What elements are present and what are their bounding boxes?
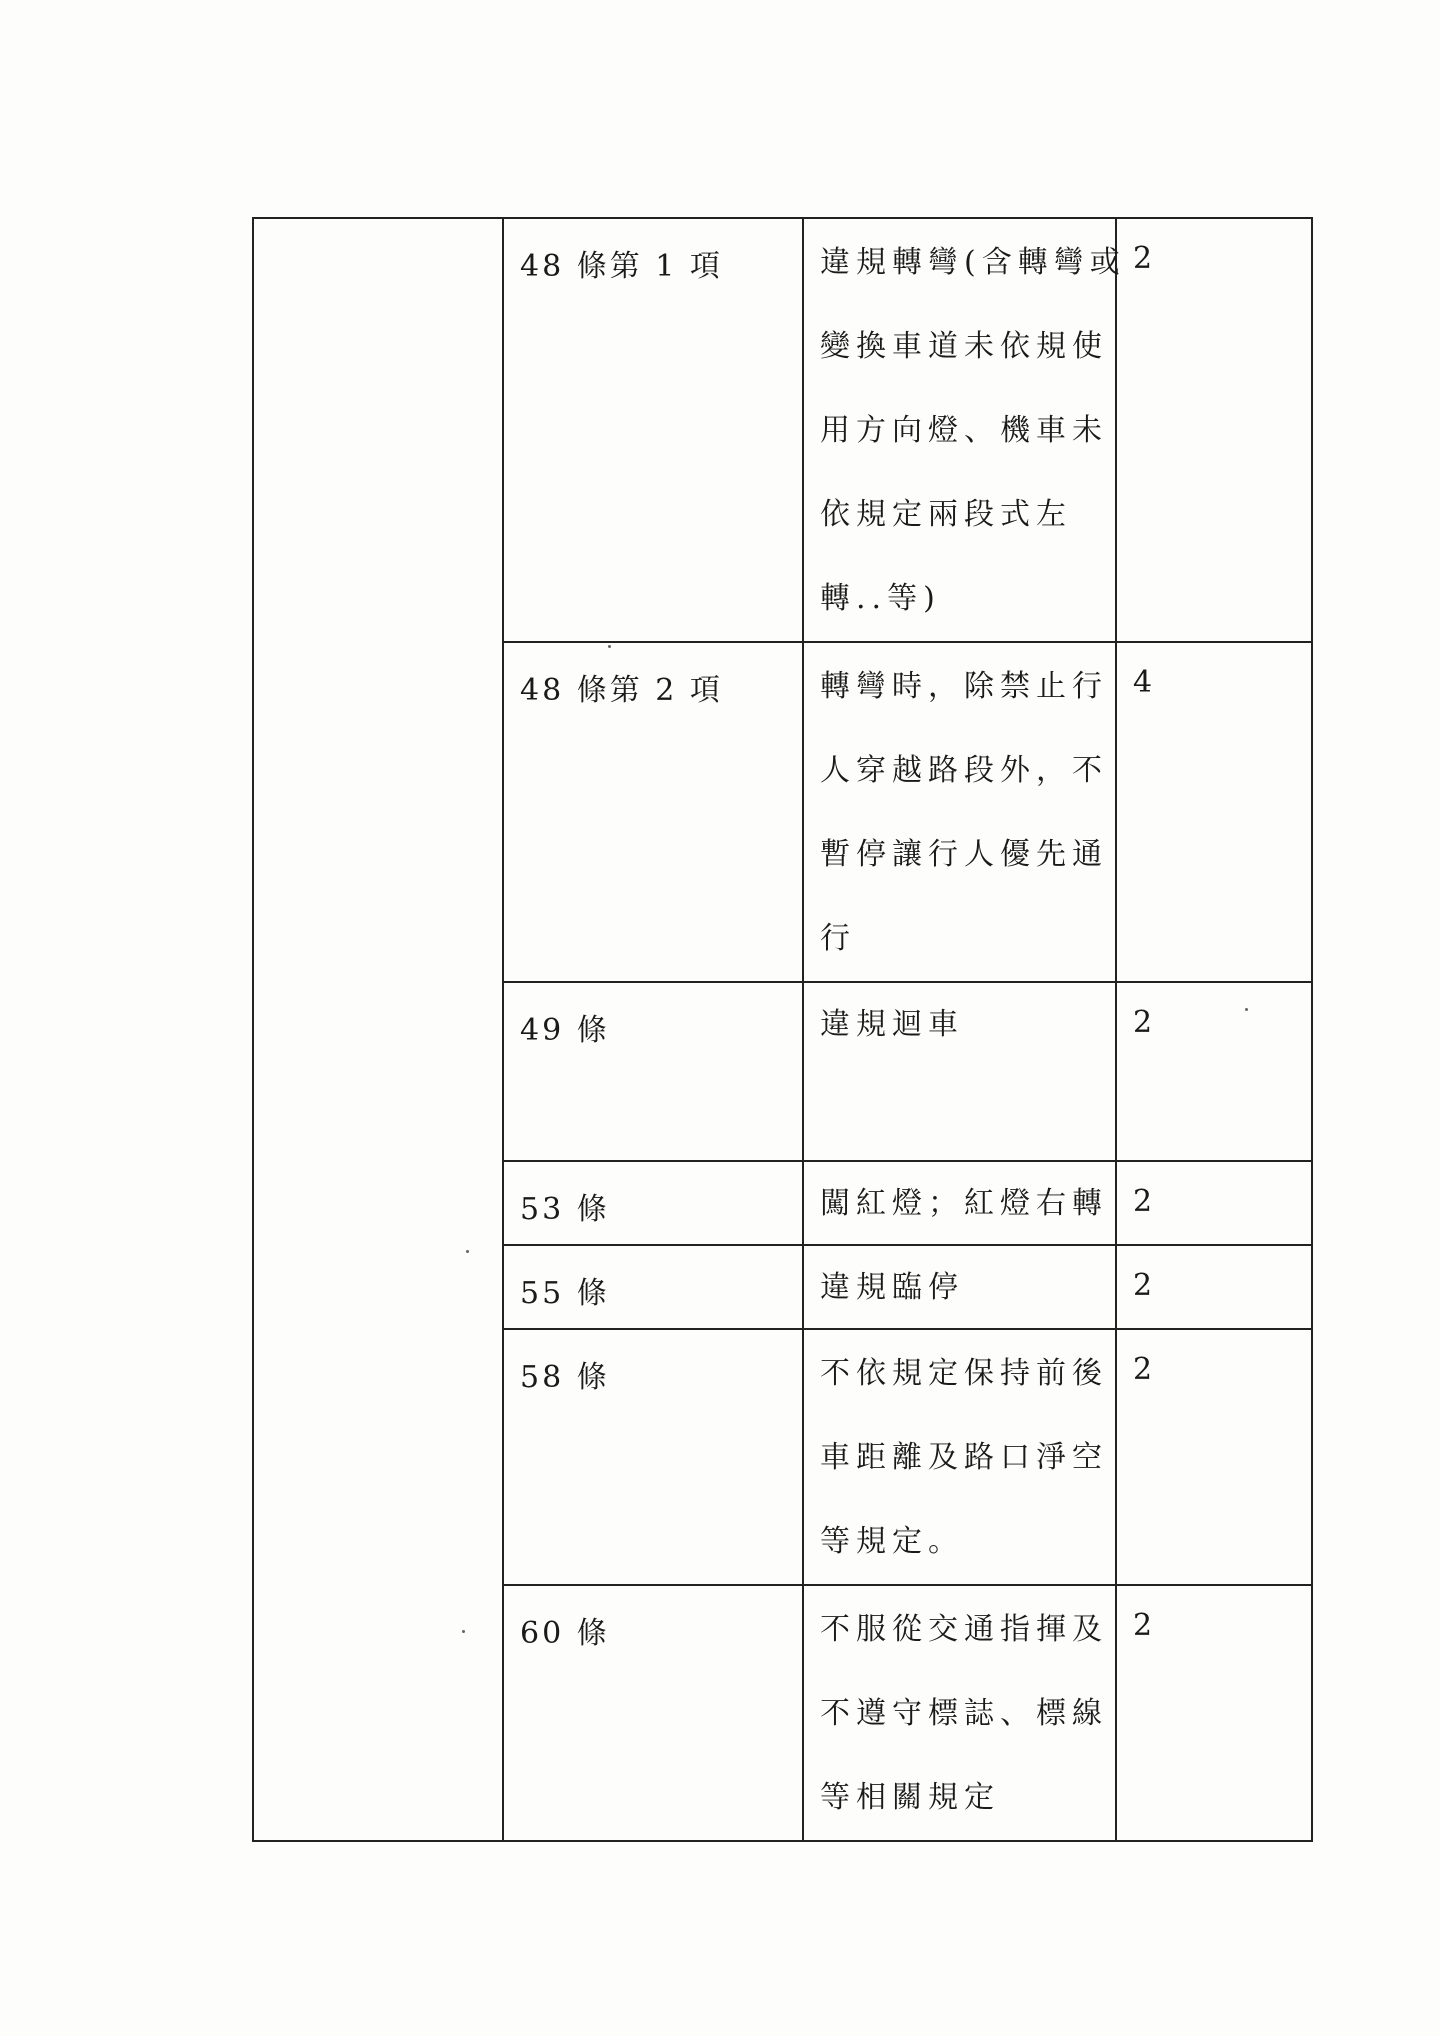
points-cell: 2	[1116, 982, 1312, 1161]
violation-points-table	[252, 217, 1313, 1842]
description-line: 依規定兩段式左	[820, 497, 1072, 532]
article-cell: 53 條	[503, 1161, 803, 1245]
article-cell: 55 條	[503, 1245, 803, 1329]
description-line: 違規臨停	[820, 1270, 964, 1305]
description-line: 車距離及路口淨空	[820, 1440, 1108, 1475]
description-line: 轉彎時，除禁止行	[820, 669, 1108, 704]
points-cell: 4	[1116, 642, 1312, 982]
description-line: 暫停讓行人優先通	[820, 837, 1108, 872]
description-line: 轉..等)	[820, 581, 941, 616]
description-line: 等相關規定	[820, 1780, 1000, 1815]
description-line: 闖紅燈；紅燈右轉	[820, 1186, 1108, 1221]
description-line: 不遵守標誌、標線	[820, 1696, 1108, 1731]
table-row	[253, 218, 1312, 642]
description-line: 違規迴車	[820, 1007, 964, 1042]
category-cell	[253, 218, 503, 1841]
description-line: 等規定。	[820, 1524, 964, 1559]
description-cell	[803, 1585, 1116, 1841]
points-cell: 2	[1116, 218, 1312, 642]
description-line: 不依規定保持前後	[820, 1356, 1108, 1391]
description-line: 不服從交通指揮及	[820, 1612, 1108, 1647]
description-line: 用方向燈、機車未	[820, 413, 1108, 448]
description-line: 行	[820, 921, 856, 956]
description-cell	[803, 1161, 1116, 1245]
description-line: 人穿越路段外，不	[820, 753, 1108, 788]
points-cell: 2	[1116, 1161, 1312, 1245]
description-line: 違規轉彎(含轉彎或	[820, 245, 1126, 280]
description-line: 變換車道未依規使	[820, 329, 1108, 364]
description-cell	[803, 218, 1126, 642]
description-cell	[803, 982, 1116, 1161]
description-cell	[803, 1329, 1116, 1585]
article-cell: 48 條第 2 項	[503, 642, 803, 982]
article-cell: 60 條	[503, 1585, 803, 1841]
description-cell	[803, 1245, 1116, 1329]
article-cell: 58 條	[503, 1329, 803, 1585]
points-cell: 2	[1116, 1329, 1312, 1585]
description-cell	[803, 642, 1116, 982]
points-cell: 2	[1116, 1245, 1312, 1329]
points-cell: 2	[1116, 1585, 1312, 1841]
article-cell: 48 條第 1 項	[503, 218, 803, 642]
article-cell: 49 條	[503, 982, 803, 1161]
